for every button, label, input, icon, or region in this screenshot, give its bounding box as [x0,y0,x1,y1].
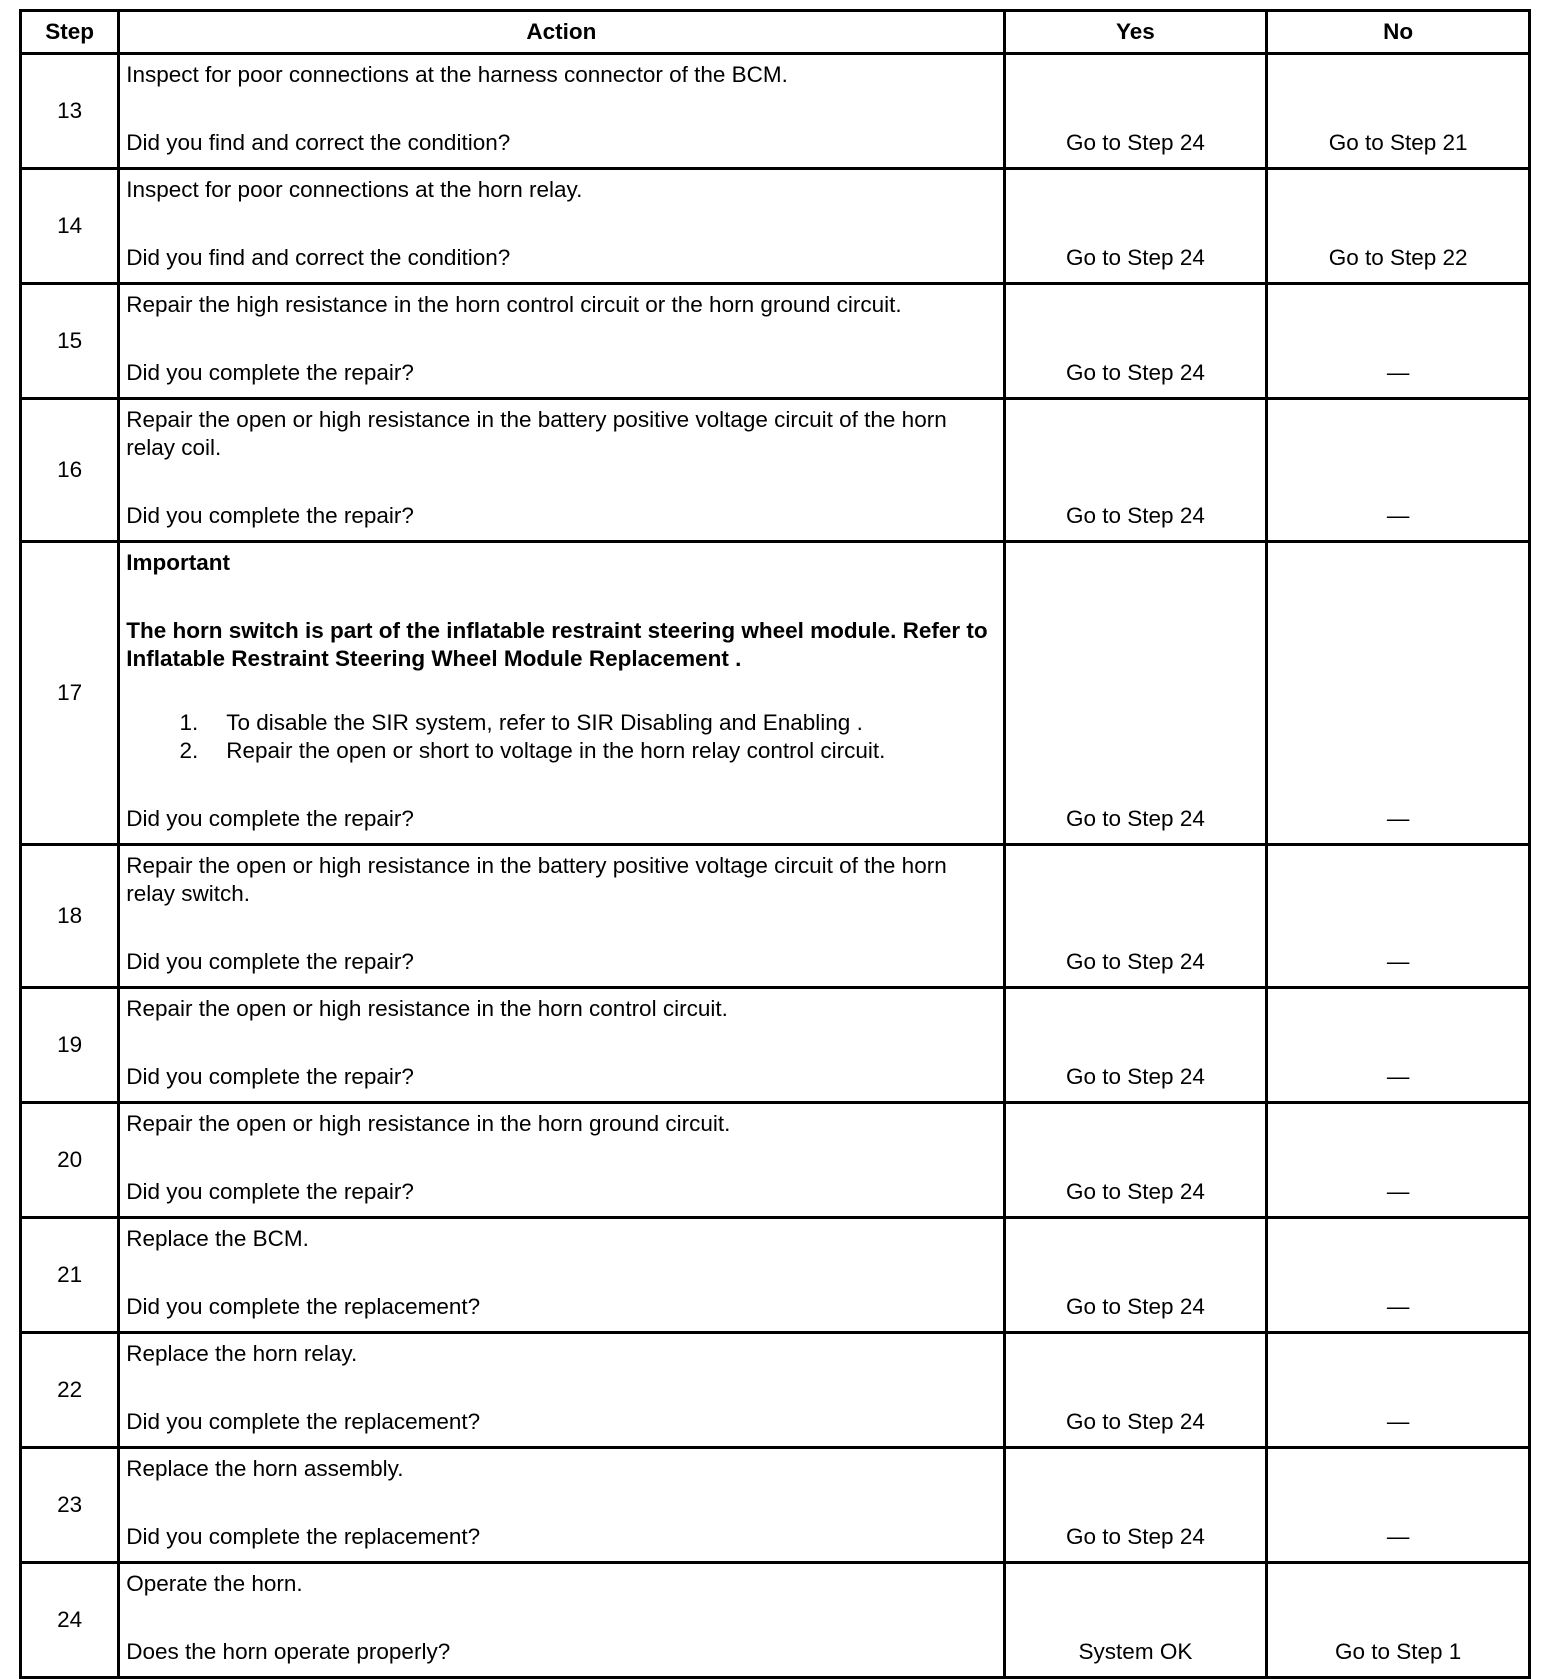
substep-text: To disable the SIR system, refer to SIR Disabling and Enabling . [226,710,863,735]
yes-result: Go to Step 24 [1004,988,1267,1103]
no-result: Go to Step 1 [1267,1563,1530,1678]
action-cell [119,1563,1004,1678]
table-header-row [21,11,1530,54]
step-number: 21 [21,1218,119,1333]
step-number: 19 [21,988,119,1103]
yes-result: System OK [1004,1563,1267,1678]
no-result: — [1267,399,1530,542]
no-result: Go to Step 21 [1267,54,1530,169]
action-text: Inspect for poor connections at the harness connector of the BCM. [126,62,788,87]
table-row [21,1218,1530,1333]
step-number: 23 [21,1448,119,1563]
no-result: — [1267,1218,1530,1333]
action-text: Operate the horn. [126,1571,303,1596]
header-action: Action [119,11,1004,54]
list-item [126,709,998,737]
important-label: Important [126,550,230,575]
yes-result: Go to Step 24 [1004,169,1267,284]
no-result: — [1267,542,1530,845]
no-result: — [1267,1333,1530,1448]
substep-list [126,709,998,765]
important-note: The horn switch is part of the inflatable restraint steering wheel module. Refer to Inflatable Restraint Steering Wheel Module Replacement . [126,618,988,671]
table-row [21,1103,1530,1218]
action-question: Did you complete the repair? [126,1064,414,1089]
substep-number: 1. [179,710,199,735]
step-number: 16 [21,399,119,542]
step-number: 17 [21,542,119,845]
action-question: Did you complete the replacement? [126,1524,481,1549]
table-row [21,845,1530,988]
table-row [21,988,1530,1103]
action-question: Did you complete the repair? [126,949,414,974]
action-cell [119,54,1004,169]
action-cell [119,399,1004,542]
yes-result: Go to Step 24 [1004,284,1267,399]
action-question: Did you complete the replacement? [126,1294,481,1319]
step-number: 14 [21,169,119,284]
action-question: Did you complete the repair? [126,503,414,528]
action-question: Did you find and correct the condition? [126,130,511,155]
yes-result: Go to Step 24 [1004,542,1267,845]
step-number: 20 [21,1103,119,1218]
action-cell [119,284,1004,399]
action-text: Repair the high resistance in the horn control circuit or the horn ground circuit. [126,292,902,317]
yes-result: Go to Step 24 [1004,1333,1267,1448]
no-result: — [1267,1448,1530,1563]
action-cell [119,1218,1004,1333]
substep-text: Repair the open or short to voltage in the horn relay control circuit. [226,738,886,763]
table-row [21,169,1530,284]
yes-result: Go to Step 24 [1004,399,1267,542]
table-row [21,284,1530,399]
action-question: Did you complete the replacement? [126,1409,481,1434]
step-number: 18 [21,845,119,988]
action-text: Repair the open or high resistance in the battery positive voltage circuit of the horn relay coil. [126,407,947,460]
action-cell [119,988,1004,1103]
action-cell [119,169,1004,284]
no-result: Go to Step 22 [1267,169,1530,284]
no-result: — [1267,845,1530,988]
action-cell [119,1333,1004,1448]
yes-result: Go to Step 24 [1004,1448,1267,1563]
no-result: — [1267,988,1530,1103]
action-cell [119,1103,1004,1218]
yes-result: Go to Step 24 [1004,1103,1267,1218]
action-question: Does the horn operate properly? [126,1639,451,1664]
header-no: No [1267,11,1530,54]
action-text: Replace the horn relay. [126,1341,358,1366]
action-cell [119,542,1004,845]
action-text: Replace the horn assembly. [126,1456,404,1481]
action-question: Did you complete the repair? [126,1179,414,1204]
yes-result: Go to Step 24 [1004,845,1267,988]
step-number: 15 [21,284,119,399]
action-question: Did you find and correct the condition? [126,245,511,270]
header-step: Step [21,11,119,54]
action-text: Repair the open or high resistance in the battery positive voltage circuit of the horn relay switch. [126,853,947,906]
action-text: Inspect for poor connections at the horn relay. [126,177,583,202]
yes-result: Go to Step 24 [1004,54,1267,169]
yes-result: Go to Step 24 [1004,1218,1267,1333]
action-cell [119,845,1004,988]
action-question: Did you complete the repair? [126,360,414,385]
list-item [126,737,998,765]
table-row [21,1563,1530,1678]
table-row [21,1448,1530,1563]
step-number: 13 [21,54,119,169]
diagnostic-table [19,9,1531,1679]
table-row [21,54,1530,169]
step-number: 22 [21,1333,119,1448]
table-row [21,542,1530,845]
no-result: — [1267,1103,1530,1218]
action-text: Repair the open or high resistance in the horn control circuit. [126,996,728,1021]
action-question: Did you complete the repair? [126,806,414,831]
substep-number: 2. [179,738,199,763]
action-text: Repair the open or high resistance in the horn ground circuit. [126,1111,731,1136]
header-yes: Yes [1004,11,1267,54]
table-row [21,1333,1530,1448]
step-number: 24 [21,1563,119,1678]
table-row [21,399,1530,542]
no-result: — [1267,284,1530,399]
action-text: Replace the BCM. [126,1226,309,1251]
action-cell [119,1448,1004,1563]
